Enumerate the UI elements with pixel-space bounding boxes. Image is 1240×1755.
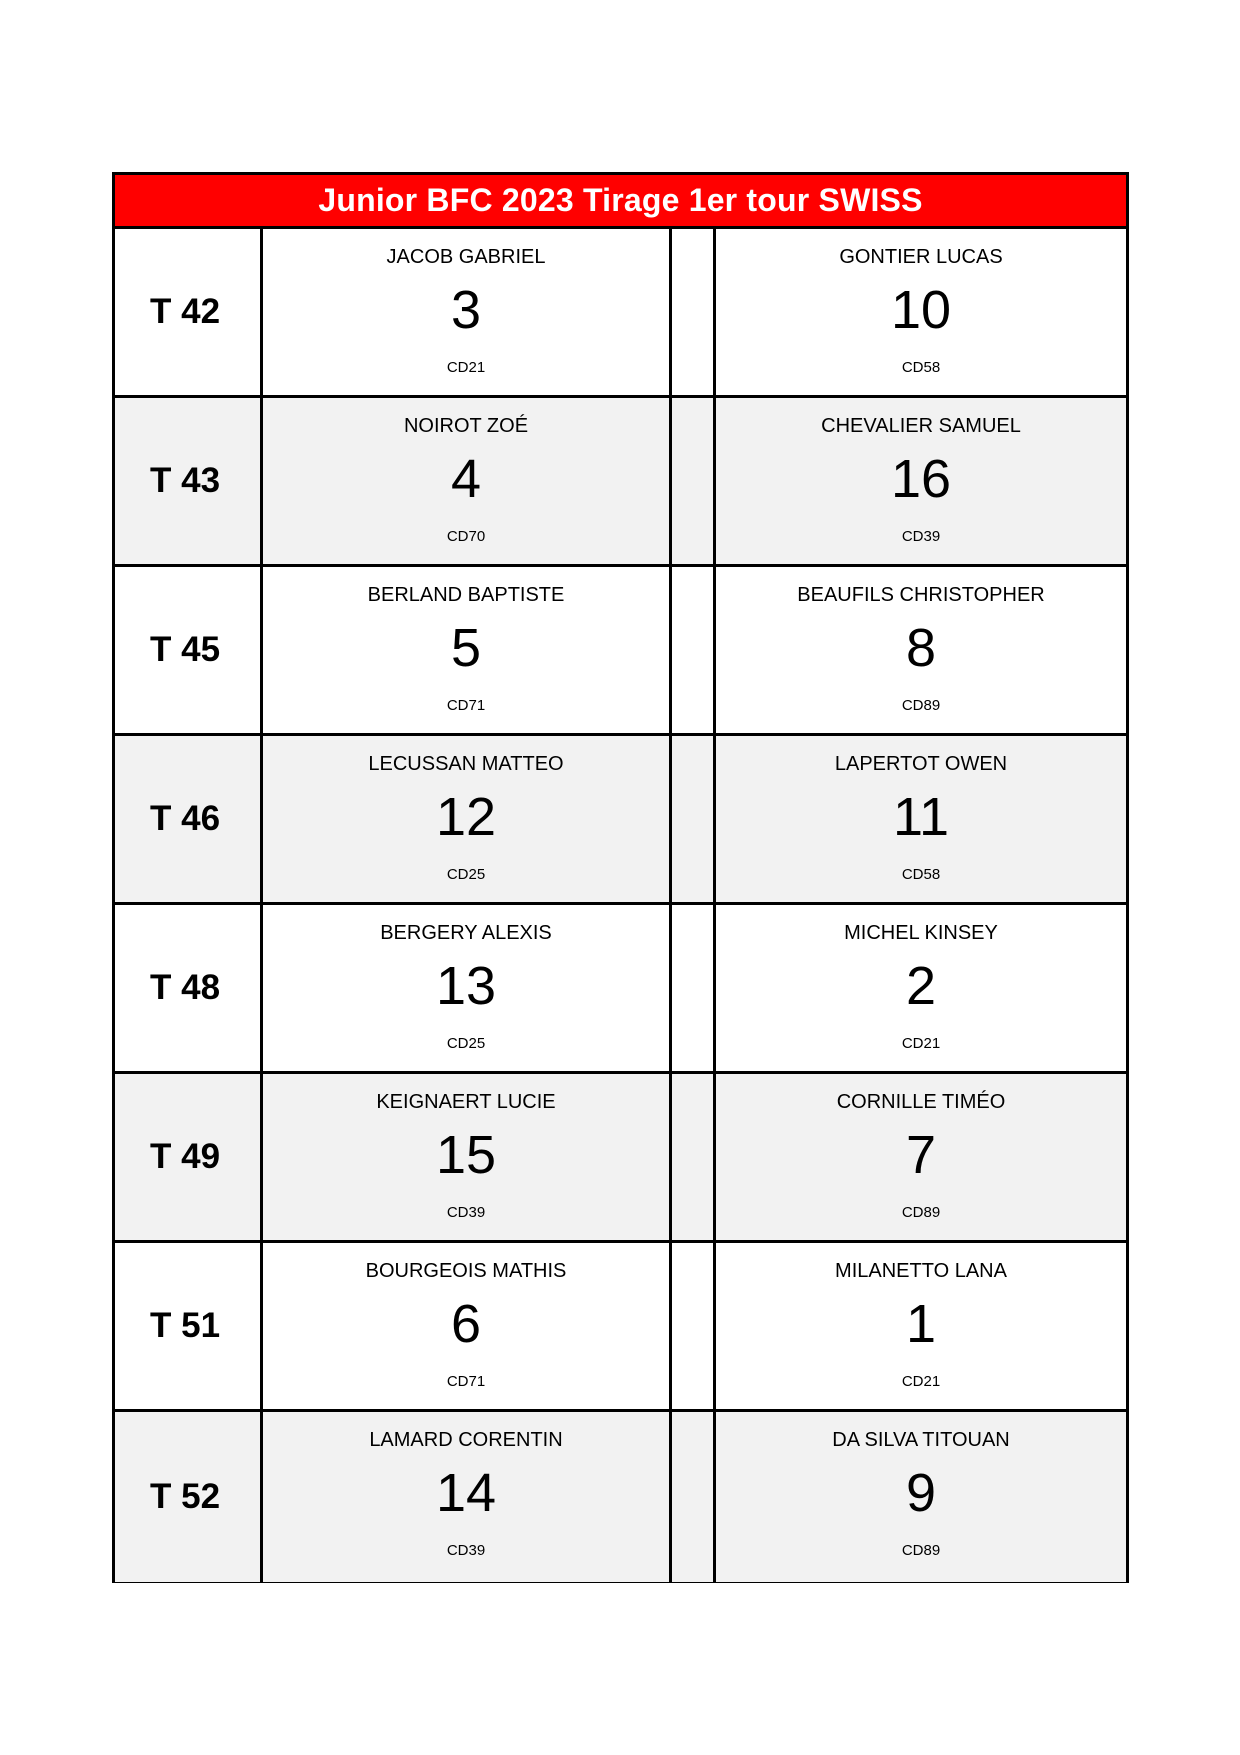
player-club: CD39 (901, 528, 941, 545)
table-number: T 43 (150, 461, 221, 500)
player-club: CD58 (901, 359, 941, 376)
match-row (115, 398, 1126, 567)
table-number-cell (115, 398, 263, 564)
table-number-cell (115, 1243, 263, 1409)
pairing-sheet (112, 172, 1129, 1583)
table-number: T 52 (150, 1477, 221, 1516)
player-name: BOURGEOIS MATHIS (365, 1260, 567, 1282)
player-name: MICHEL KINSEY (844, 922, 998, 944)
table-number: T 48 (150, 968, 221, 1007)
player-left (263, 567, 672, 733)
separator-column (672, 1412, 716, 1582)
table-number-cell (115, 1074, 263, 1240)
player-right (716, 905, 1126, 1071)
table-number: T 42 (150, 292, 221, 331)
player-club: CD39 (446, 1204, 486, 1221)
player-seed: 14 (435, 1463, 497, 1523)
player-club: CD89 (901, 1542, 941, 1559)
player-club: CD25 (446, 1035, 486, 1052)
player-name: LAMARD CORENTIN (369, 1429, 563, 1451)
player-club: CD21 (446, 359, 486, 376)
match-row (115, 736, 1126, 905)
player-club: CD89 (901, 697, 941, 714)
player-left (263, 1412, 672, 1582)
table-number: T 49 (150, 1137, 221, 1176)
player-left (263, 736, 672, 902)
table-number: T 46 (150, 799, 221, 838)
player-name: NOIROT ZOÉ (403, 415, 529, 437)
player-left (263, 1243, 672, 1409)
separator-column (672, 229, 716, 395)
table-number: T 45 (150, 630, 221, 669)
player-club: CD71 (446, 1373, 486, 1390)
table-number-cell (115, 736, 263, 902)
table-number-cell (115, 229, 263, 395)
table-number: T 51 (150, 1306, 221, 1345)
table-number-cell (115, 905, 263, 1071)
player-name: CHEVALIER SAMUEL (821, 415, 1021, 437)
title-bar (115, 175, 1126, 229)
player-club: CD58 (901, 866, 941, 883)
player-left (263, 905, 672, 1071)
match-row (115, 1412, 1126, 1582)
player-club: CD39 (446, 1542, 486, 1559)
player-left (263, 398, 672, 564)
player-seed: 3 (450, 280, 482, 340)
match-row (115, 1074, 1126, 1243)
separator-column (672, 1243, 716, 1409)
player-name: GONTIER LUCAS (839, 246, 1003, 268)
separator-column (672, 736, 716, 902)
player-right (716, 229, 1126, 395)
match-row (115, 1243, 1126, 1412)
player-seed: 16 (890, 449, 952, 509)
page-title: Junior BFC 2023 Tirage 1er tour SWISS (318, 182, 923, 218)
player-name: BEAUFILS CHRISTOPHER (797, 584, 1045, 606)
player-name: JACOB GABRIEL (386, 246, 546, 268)
table-number-cell (115, 1412, 263, 1582)
match-row (115, 229, 1126, 398)
player-seed: 8 (905, 618, 937, 678)
player-seed: 1 (905, 1294, 937, 1354)
player-right (716, 567, 1126, 733)
player-club: CD21 (901, 1373, 941, 1390)
player-right (716, 1243, 1126, 1409)
player-seed: 4 (450, 449, 482, 509)
player-seed: 10 (890, 280, 952, 340)
player-seed: 15 (435, 1125, 497, 1185)
match-row (115, 567, 1126, 736)
player-name: BERLAND BAPTISTE (367, 584, 565, 606)
player-right (716, 398, 1126, 564)
player-seed: 12 (435, 787, 497, 847)
separator-column (672, 1074, 716, 1240)
player-seed: 13 (435, 956, 497, 1016)
player-name: LAPERTOT OWEN (834, 753, 1008, 775)
player-name: KEIGNAERT LUCIE (376, 1091, 556, 1113)
player-name: LECUSSAN MATTEO (368, 753, 564, 775)
player-club: CD70 (446, 528, 486, 545)
table-number-cell (115, 567, 263, 733)
player-name: MILANETTO LANA (835, 1260, 1007, 1282)
player-club: CD89 (901, 1204, 941, 1221)
player-seed: 6 (450, 1294, 482, 1354)
player-right (716, 1074, 1126, 1240)
player-seed: 7 (905, 1125, 937, 1185)
player-name: CORNILLE TIMÉO (836, 1091, 1006, 1113)
match-row (115, 905, 1126, 1074)
separator-column (672, 398, 716, 564)
player-seed: 5 (450, 618, 482, 678)
match-list (115, 229, 1126, 1582)
player-name: BERGERY ALEXIS (380, 922, 552, 944)
player-name: DA SILVA TITOUAN (832, 1429, 1010, 1451)
separator-column (672, 567, 716, 733)
player-club: CD25 (446, 866, 486, 883)
player-club: CD21 (901, 1035, 941, 1052)
player-seed: 11 (892, 787, 950, 847)
player-seed: 2 (905, 956, 937, 1016)
player-left (263, 229, 672, 395)
player-club: CD71 (446, 697, 486, 714)
player-right (716, 1412, 1126, 1582)
player-seed: 9 (905, 1463, 937, 1523)
player-right (716, 736, 1126, 902)
separator-column (672, 905, 716, 1071)
player-left (263, 1074, 672, 1240)
